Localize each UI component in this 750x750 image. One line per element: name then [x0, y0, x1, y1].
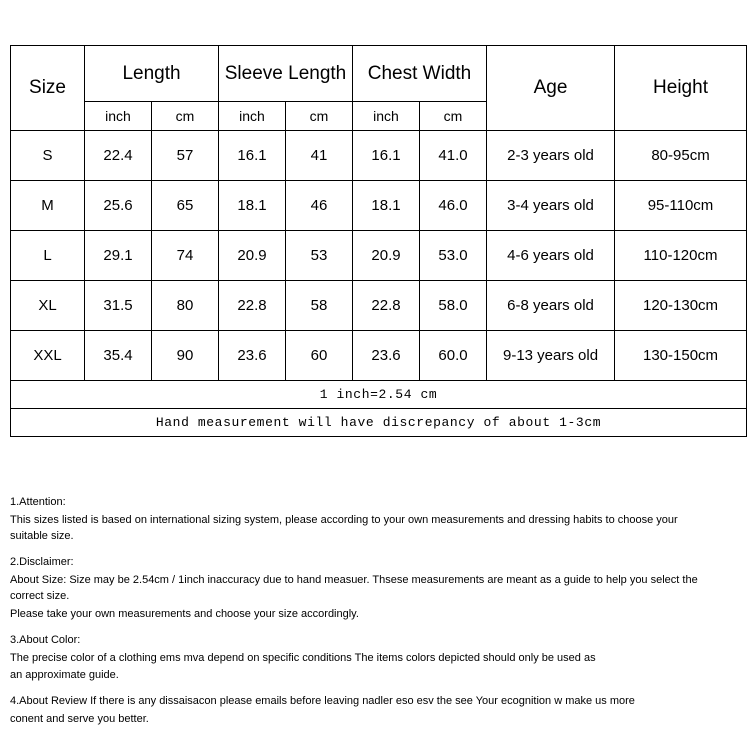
cell-chest-cm: 41.0 [420, 131, 487, 181]
cell-length-inch: 22.4 [85, 131, 152, 181]
cell-height: 120-130cm [615, 281, 747, 331]
cell-height: 95-110cm [615, 181, 747, 231]
cell-sleeve-cm: 53 [286, 231, 353, 281]
color-title: 3.About Color: [10, 633, 81, 646]
cell-age: 9-13 years old [487, 331, 615, 381]
unit-sleeve-inch: inch [219, 102, 286, 131]
size-table [10, 45, 747, 437]
spacer [10, 686, 710, 694]
color-body-1: The precise color of a clothing ems mva depend on specific conditions The items colors depicted should only be used as [10, 651, 596, 664]
discrepancy-note-row [11, 409, 747, 437]
table-row [11, 331, 747, 381]
conversion-note-row [11, 381, 747, 409]
unit-sleeve-cm: cm [286, 102, 353, 131]
cell-sleeve-cm: 41 [286, 131, 353, 181]
cell-sleeve-inch: 18.1 [219, 181, 286, 231]
review-body-1: 4.About Review If there is any dissaisacon please emails before leaving nadler eso esv the see Your ecognition w make us more [10, 695, 635, 708]
unit-chest-inch: inch [353, 102, 420, 131]
color-body-2: an approximate guide. [10, 669, 119, 682]
cell-length-cm: 90 [152, 331, 219, 381]
cell-size: XL [11, 281, 85, 331]
cell-sleeve-cm: 58 [286, 281, 353, 331]
disclaimer-title: 2.Disclaimer: [10, 555, 74, 568]
cell-chest-inch: 22.8 [353, 281, 420, 331]
cell-size: M [11, 181, 85, 231]
table-row [11, 231, 747, 281]
cell-height: 130-150cm [615, 331, 747, 381]
conversion-note: 1 inch=2.54 cm [11, 381, 747, 409]
cell-chest-cm: 53.0 [420, 231, 487, 281]
cell-sleeve-cm: 46 [286, 181, 353, 231]
unit-length-cm: cm [152, 102, 219, 131]
cell-sleeve-inch: 22.8 [219, 281, 286, 331]
table-row [11, 131, 747, 181]
cell-chest-inch: 20.9 [353, 231, 420, 281]
cell-length-inch: 35.4 [85, 331, 152, 381]
cell-chest-inch: 23.6 [353, 331, 420, 381]
cell-height: 80-95cm [615, 131, 747, 181]
cell-age: 2-3 years old [487, 131, 615, 181]
spacer [10, 547, 710, 555]
cell-length-inch: 29.1 [85, 231, 152, 281]
column-header-sleeve-length: Sleeve Length [219, 46, 353, 102]
cell-age: 4-6 years old [487, 231, 615, 281]
cell-chest-cm: 60.0 [420, 331, 487, 381]
cell-sleeve-cm: 60 [286, 331, 353, 381]
column-header-age: Age [487, 46, 615, 131]
cell-age: 6-8 years old [487, 281, 615, 331]
table-header-row [11, 46, 747, 102]
table-row [11, 181, 747, 231]
column-header-chest-width: Chest Width [353, 46, 487, 102]
unit-length-inch: inch [85, 102, 152, 131]
attention-body: This sizes listed is based on international sizing system, please according to your own measurements and dressing habits to choose your suitable size. [10, 513, 678, 542]
cell-length-cm: 80 [152, 281, 219, 331]
disclaimer-body-2: Please take your own measurements and choose your size accordingly. [10, 607, 359, 620]
spacer [10, 625, 710, 633]
attention-title: 1.Attention: [10, 496, 66, 508]
column-header-length: Length [85, 46, 219, 102]
column-header-height: Height [615, 46, 747, 131]
table-row [11, 281, 747, 331]
notes-section [10, 495, 710, 730]
cell-chest-inch: 16.1 [353, 131, 420, 181]
cell-sleeve-inch: 20.9 [219, 231, 286, 281]
cell-sleeve-inch: 16.1 [219, 131, 286, 181]
column-header-size: Size [11, 46, 85, 131]
unit-chest-cm: cm [420, 102, 487, 131]
review-body-2: conent and serve you better. [10, 713, 149, 726]
cell-length-inch: 31.5 [85, 281, 152, 331]
disclaimer-body-1: About Size: Size may be 2.54cm / 1inch inaccuracy due to hand measuer. Thsese measurements are meant as a guide to help you select the correct size. [10, 573, 698, 602]
cell-size: L [11, 231, 85, 281]
cell-height: 110-120cm [615, 231, 747, 281]
cell-age: 3-4 years old [487, 181, 615, 231]
cell-length-cm: 57 [152, 131, 219, 181]
size-table-container [10, 45, 740, 437]
cell-length-cm: 74 [152, 231, 219, 281]
cell-length-inch: 25.6 [85, 181, 152, 231]
cell-size: S [11, 131, 85, 181]
discrepancy-note: Hand measurement will have discrepancy of about 1-3cm [11, 409, 747, 437]
cell-sleeve-inch: 23.6 [219, 331, 286, 381]
cell-length-cm: 65 [152, 181, 219, 231]
cell-chest-cm: 58.0 [420, 281, 487, 331]
cell-size: XXL [11, 331, 85, 381]
cell-chest-inch: 18.1 [353, 181, 420, 231]
cell-chest-cm: 46.0 [420, 181, 487, 231]
